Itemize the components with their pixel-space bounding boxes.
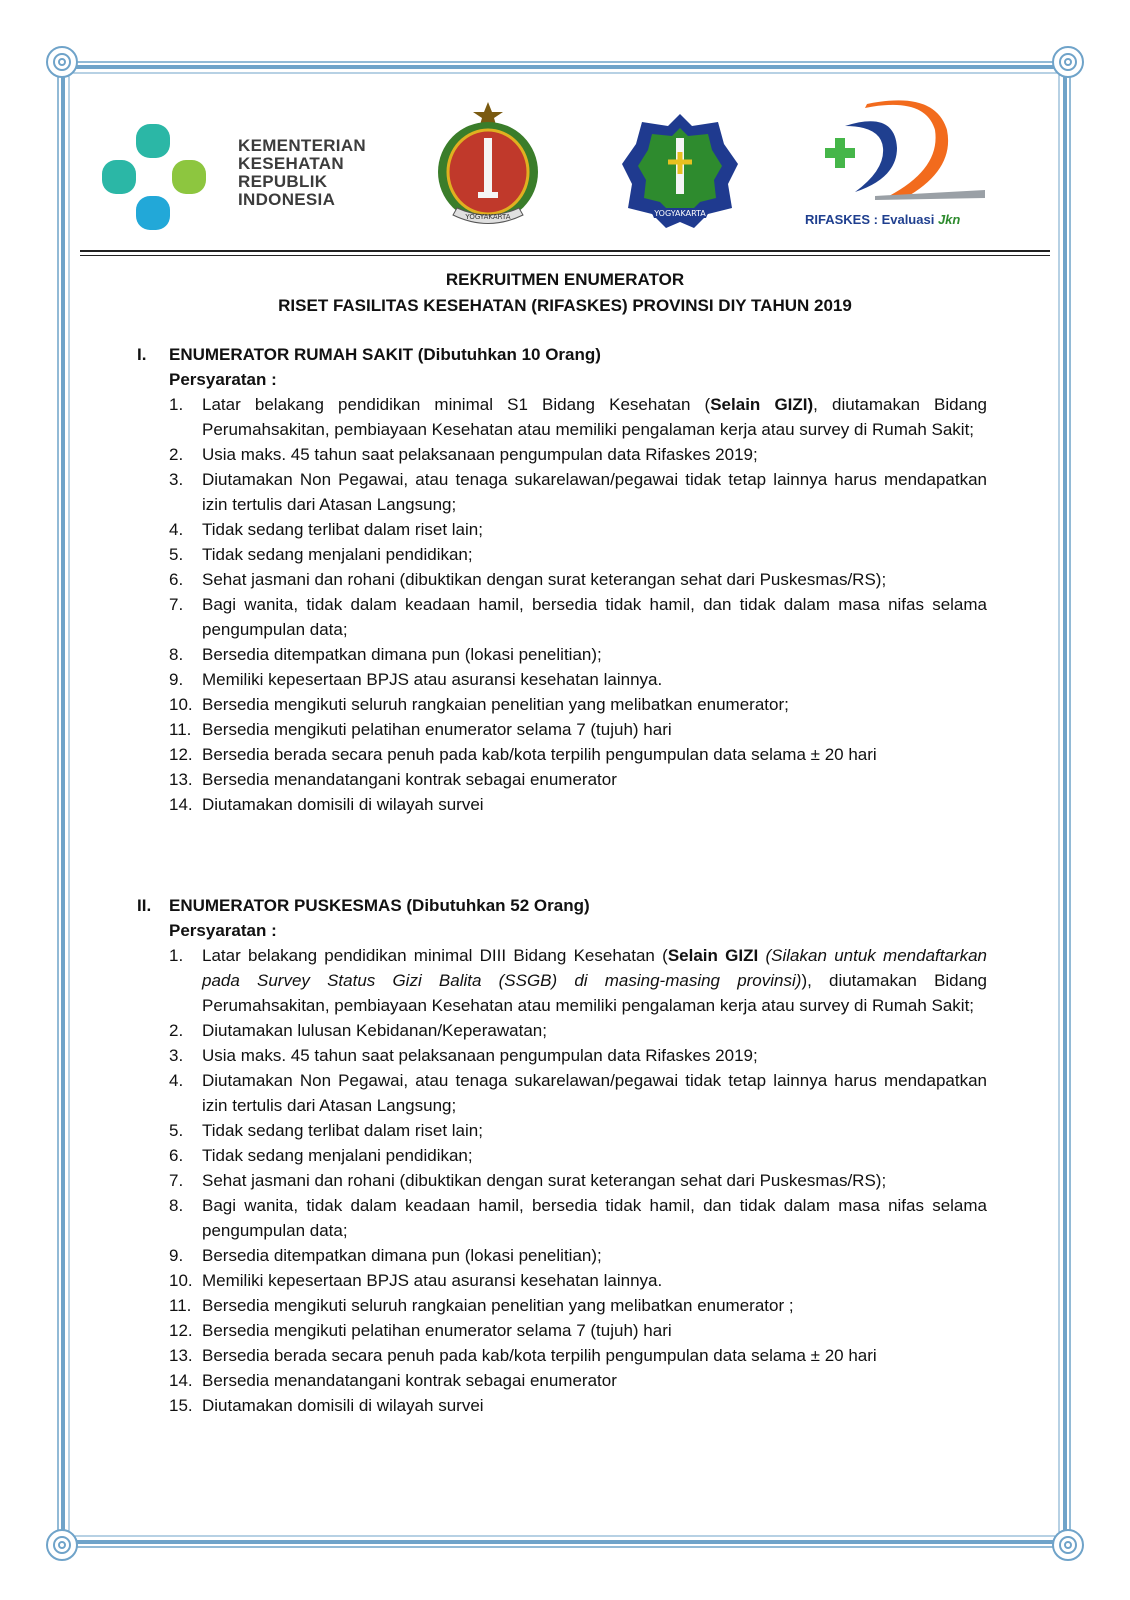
rifaskes-label [805,212,960,227]
list-item-text: Diutamakan Non Pegawai, atau tenaga sukarelawan/pegawai tidak tetap lainnya harus mendapatkan izin tertulis dari Atasan Langsung; [202,470,987,514]
jkn-mark: Jkn [937,212,961,227]
list-item-number: 9. [169,670,184,689]
rifaskes-emblem-icon [805,100,995,210]
kemenkes-emblem-icon [100,122,220,232]
list-item [169,1018,987,1043]
document-subtitle: RISET FASILITAS KESEHATAN (RIFASKES) PROVINSI DIY TAHUN 2019 [278,296,852,315]
list-item-text: Bersedia berada secara penuh pada kab/kota terpilih pengumpulan data selama ± 20 hari [202,1346,877,1365]
list-item-number: 9. [169,1246,184,1265]
list-item [169,517,987,542]
list-item [169,1343,987,1368]
list-item-number: 7. [169,1171,184,1190]
list-item-number: 5. [169,1121,184,1140]
requirements-list [137,392,987,817]
list-item-text: Bersedia mengikuti pelatihan enumerator selama 7 (tujuh) hari [202,1321,672,1340]
list-item-text: Tidak sedang menjalani pendidikan; [202,545,473,564]
kemenkes-line-2: KESEHATAN [238,154,344,173]
list-item-text: Bersedia mengikuti seluruh rangkaian penelitian yang melibatkan enumerator ; [202,1296,794,1315]
list-item-text: Bersedia berada secara penuh pada kab/kota terpilih pengumpulan data selama ± 20 hari [202,745,877,764]
list-item-text: Latar belakang pendidikan minimal S1 Bidang Kesehatan ( [202,395,711,414]
list-item-number: 12. [169,745,193,764]
rifaskes-logo [805,100,995,230]
list-item-text: , diutamakan Bidang Perumahsakitan, pembiayaan Kesehatan atau memiliki pengalaman kerja atau survey di Rumah Sakit; [202,395,987,439]
list-item-text: Tidak sedang terlibat dalam riset lain; [202,520,483,539]
section-heading [137,342,987,367]
requirements-list [137,943,987,1418]
list-item-number: 2. [169,1021,184,1040]
list-item-text: Usia maks. 45 tahun saat pelaksanaan pengumpulan data Rifaskes 2019; [202,445,758,464]
kemenkes-line-3: REPUBLIK [238,172,328,191]
requirements-label: Persyaratan : [169,921,277,940]
list-item [169,1318,987,1343]
rifaskes-label-text: RIFASKES : Evaluasi [805,212,935,227]
list-item [169,592,987,642]
poltekkes-seal-icon [620,112,740,230]
list-item-text: Latar belakang pendidikan minimal DIII Bidang Kesehatan ( [202,946,668,965]
list-item [169,1068,987,1118]
list-item-number: 14. [169,1371,193,1390]
list-item-number: 8. [169,1196,184,1215]
document-title: REKRUITMEN ENUMERATOR [445,270,685,289]
svg-text:YOGYAKARTA: YOGYAKARTA [654,209,706,218]
list-item [169,767,987,792]
list-item [169,1118,987,1143]
header-divider-thick [80,250,1050,252]
list-item-italic-text: (Silakan untuk mendaftarkan pada Survey Status Gizi Balita (SSGB) di masing-masing provinsi) [202,946,988,990]
list-item-number: 6. [169,1146,184,1165]
list-item-text: Bersedia menandatangani kontrak sebagai enumerator [202,770,617,789]
diy-seal-icon [433,100,543,235]
list-item [169,442,987,467]
list-item-text: Bersedia ditempatkan dimana pun (lokasi penelitian); [202,1246,602,1265]
list-item-text: Memiliki kepesertaan BPJS atau asuransi kesehatan lainnya. [202,1271,663,1290]
list-item [169,1043,987,1068]
list-item [169,1368,987,1393]
list-item [169,1243,987,1268]
list-item-number: 6. [169,570,184,589]
requirements-label: Persyaratan : [169,370,277,389]
section-title: ENUMERATOR PUSKESMAS (Dibutuhkan 52 Orang) [169,896,590,915]
list-item-number: 12. [169,1321,193,1340]
list-item-number: 15. [169,1396,193,1415]
list-item-number: 10. [169,695,193,714]
list-item-number: 3. [169,1046,184,1065]
list-item-number: 10. [169,1271,193,1290]
header-logos [100,100,1020,240]
list-item-text: Diutamakan domisili di wilayah survei [202,1396,484,1415]
list-item-number: 2. [169,445,184,464]
list-item-text: Usia maks. 45 tahun saat pelaksanaan pengumpulan data Rifaskes 2019; [202,1046,758,1065]
list-item-text: Bersedia menandatangani kontrak sebagai enumerator [202,1371,617,1390]
list-item-text: Bersedia mengikuti seluruh rangkaian penelitian yang melibatkan enumerator; [202,695,789,714]
list-item-text: Bersedia mengikuti pelatihan enumerator selama 7 (tujuh) hari [202,720,672,739]
list-item-number: 13. [169,1346,193,1365]
list-item-text: Tidak sedang menjalani pendidikan; [202,1146,473,1165]
list-item [169,1293,987,1318]
list-item-number: 3. [169,470,184,489]
list-item-text: Tidak sedang terlibat dalam riset lain; [202,1121,483,1140]
list-item [169,792,987,817]
list-item-number: 14. [169,795,193,814]
list-item [169,742,987,767]
section-numeral: I. [137,345,147,364]
list-item [169,1193,987,1243]
list-item [169,1268,987,1293]
list-item [169,642,987,667]
list-item-text: Bagi wanita, tidak dalam keadaan hamil, bersedia tidak hamil, dan tidak dalam masa nifas selama pengumpulan data; [202,595,987,639]
diy-seal-logo [433,100,543,235]
section-heading [137,893,987,918]
kemenkes-logo [100,122,390,232]
list-item-text: Bagi wanita, tidak dalam keadaan hamil, bersedia tidak hamil, dan tidak dalam masa nifas selama pengumpulan data; [202,1196,987,1240]
list-item-number: 11. [169,1296,192,1315]
list-item [169,943,987,1018]
section-title: ENUMERATOR RUMAH SAKIT (Dibutuhkan 10 Orang) [169,345,601,364]
list-item [169,717,987,742]
list-item-bold-text: Selain GIZI [667,946,759,965]
section-numeral: II. [137,896,152,915]
kemenkes-line-1: KEMENTERIAN [238,136,366,155]
list-item-text: Sehat jasmani dan rohani (dibuktikan dengan surat keterangan sehat dari Puskesmas/RS); [202,1171,887,1190]
list-item [169,1393,987,1418]
list-item-text: Memiliki kepesertaan BPJS atau asuransi kesehatan lainnya. [202,670,663,689]
list-item [169,1143,987,1168]
list-item-number: 5. [169,545,184,564]
list-item [169,567,987,592]
poltekkes-logo [620,112,740,230]
list-item [169,667,987,692]
list-item-text: ), diutamakan Bidang Perumahsakitan, pembiayaan Kesehatan atau memiliki pengalaman kerja atau survey di Rumah Sakit; [202,971,987,1015]
list-item [169,392,987,442]
list-item-text: Diutamakan lulusan Kebidanan/Keperawatan; [202,1021,547,1040]
list-item [169,542,987,567]
list-item-number: 11. [169,720,192,739]
list-item-text: Sehat jasmani dan rohani (dibuktikan dengan surat keterangan sehat dari Puskesmas/RS); [202,570,887,589]
list-item [169,692,987,717]
header-divider-thin [80,255,1050,256]
list-item-text: Bersedia ditempatkan dimana pun (lokasi penelitian); [202,645,602,664]
list-item-number: 13. [169,770,193,789]
section-puskesmas [137,893,987,1418]
list-item-number: 4. [169,1071,184,1090]
kemenkes-line-4: INDONESIA [238,190,336,209]
list-item-bold-text: Selain GIZI) [710,395,814,414]
list-item-number: 8. [169,645,184,664]
list-item-number: 7. [169,595,184,614]
section-rumah-sakit [137,342,987,817]
list-item [169,467,987,517]
list-item-number: 4. [169,520,184,539]
list-item-number: 1. [169,946,184,965]
diy-seal-text: YOGYAKARTA [465,213,511,221]
list-item-text: Diutamakan domisili di wilayah survei [202,795,484,814]
list-item-number: 1. [169,395,184,414]
list-item-text: Diutamakan Non Pegawai, atau tenaga sukarelawan/pegawai tidak tetap lainnya harus mendapatkan izin tertulis dari Atasan Langsung; [202,1071,987,1115]
list-item [169,1168,987,1193]
